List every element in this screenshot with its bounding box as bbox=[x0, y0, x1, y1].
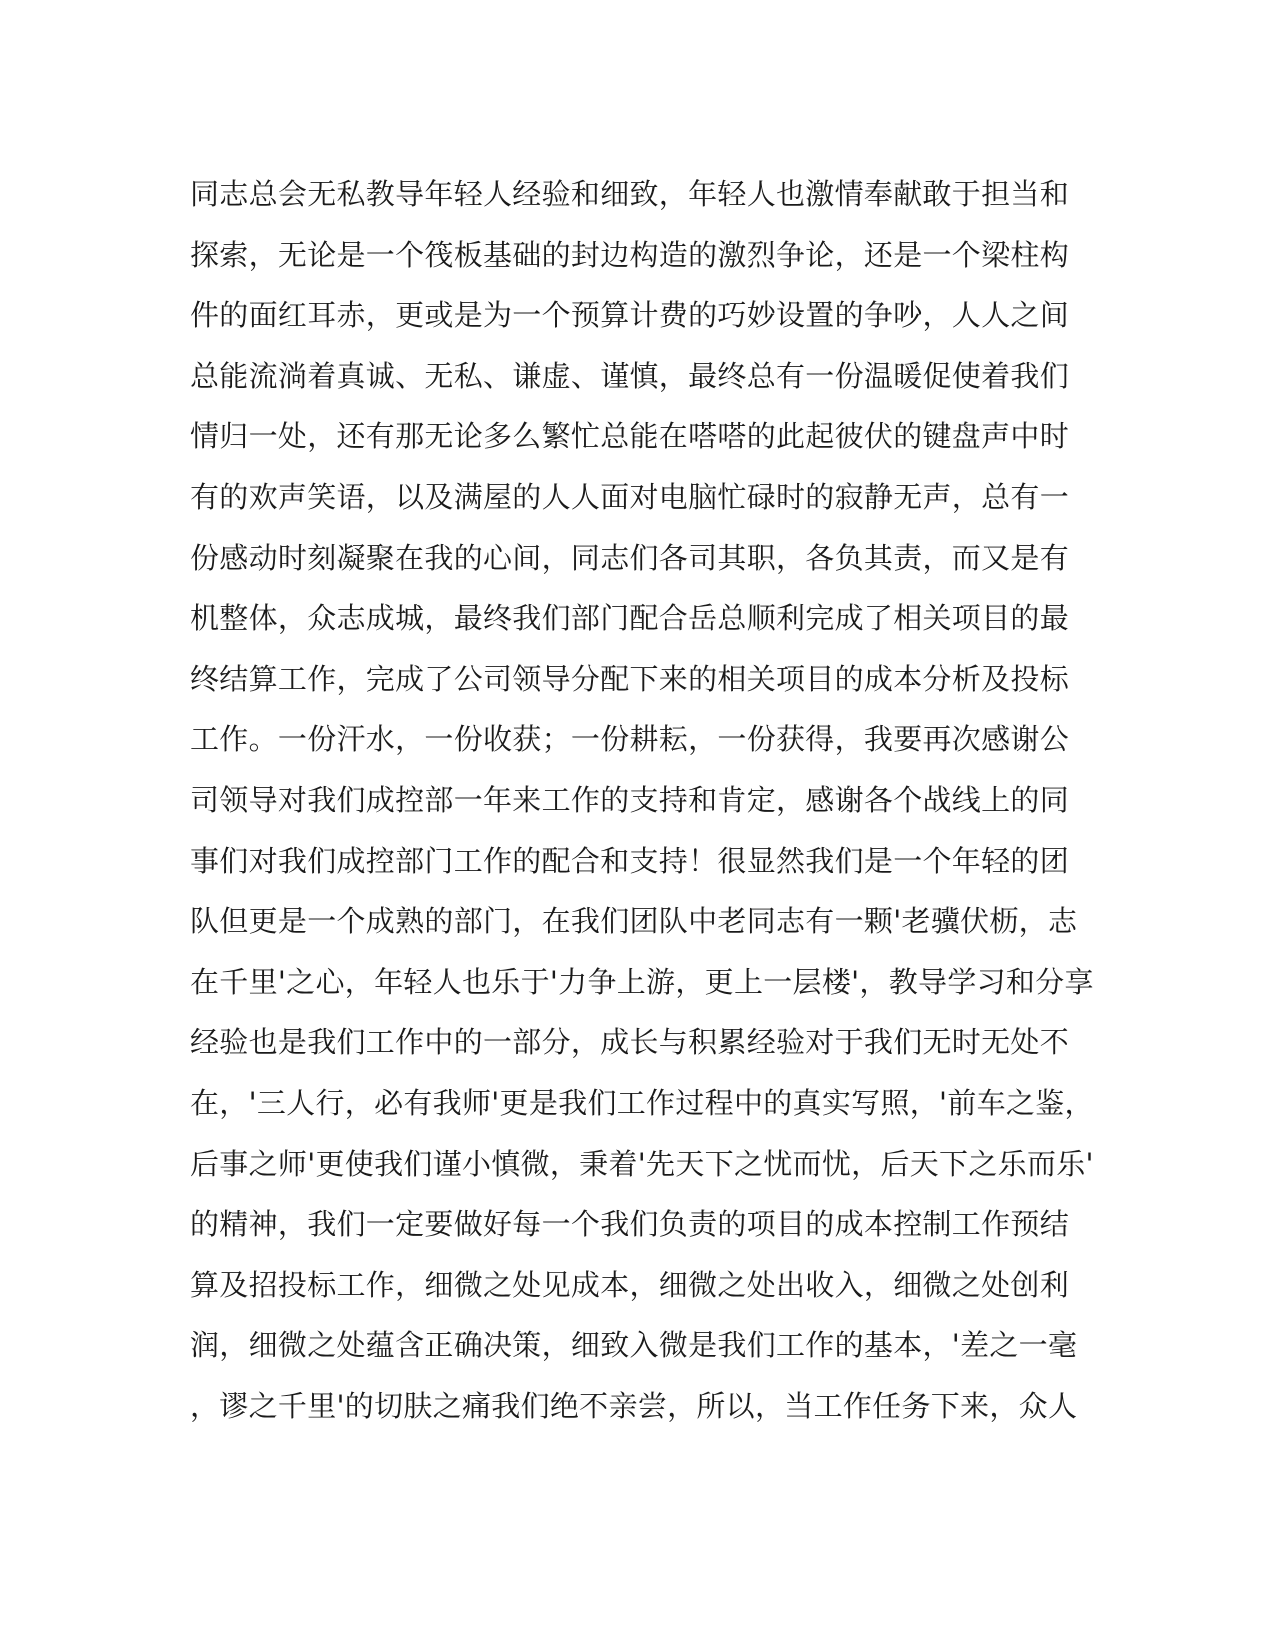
text-line-17: 后事之师'更使我们谨小慎微，秉着'先天下之忧而忧，后天下之乐而乐' bbox=[190, 1146, 1094, 1181]
text-line-4: 总能流淌着真诚、无私、谦虚、谨慎，最终总有一份温暖促使着我们 bbox=[190, 358, 1070, 393]
text-line-14: 在千里'之心，年轻人也乐于'力争上游，更上一层楼'，教导学习和分享 bbox=[190, 964, 1094, 999]
text-line-2: 探索，无论是一个筏板基础的封边构造的激烈争论，还是一个梁柱构 bbox=[190, 237, 1070, 272]
text-line-8: 机整体，众志成城，最终我们部门配合岳总顺利完成了相关项目的最 bbox=[190, 601, 1070, 636]
text-line-16: 在，'三人行，必有我师'更是我们工作过程中的真实写照，'前车之鉴， bbox=[190, 1085, 1094, 1120]
text-line-12: 事们对我们成控部门工作的配合和支持！很显然我们是一个年轻的团 bbox=[190, 843, 1070, 878]
text-line-13: 队但更是一个成熟的部门，在我们团队中老同志有一颗'老骥伏枥，志 bbox=[190, 904, 1078, 939]
text-line-18: 的精神，我们一定要做好每一个我们负责的项目的成本控制工作预结 bbox=[190, 1207, 1070, 1242]
text-line-7: 份感动时刻凝聚在我的心间，同志们各司其职，各负其责，而又是有 bbox=[190, 540, 1070, 575]
text-line-15: 经验也是我们工作中的一部分，成长与积累经验对于我们无时无处不 bbox=[190, 1025, 1070, 1060]
text-line-3: 件的面红耳赤，更或是为一个预算计费的巧妙设置的争吵，人人之间 bbox=[190, 298, 1070, 333]
text-line-1: 同志总会无私教导年轻人经验和细致，年轻人也激情奉献敢于担当和 bbox=[190, 177, 1070, 211]
body-paragraph bbox=[190, 164, 1094, 1436]
text-line-5: 情归一处，还有那无论多么繁忙总能在嗒嗒的此起彼伏的键盘声中时 bbox=[190, 419, 1070, 454]
text-line-20: 润，细微之处蕴含正确决策，细致入微是我们工作的基本，'差之一毫 bbox=[190, 1328, 1078, 1363]
text-line-10: 工作。一份汗水，一份收获；一份耕耘，一份获得，我要再次感谢公 bbox=[190, 722, 1070, 757]
text-line-19: 算及招投标工作，细微之处见成本，细微之处出收入，细微之处创利 bbox=[190, 1267, 1070, 1302]
text-line-11: 司领导对我们成控部一年来工作的支持和肯定，感谢各个战线上的同 bbox=[190, 782, 1070, 817]
text-line-9: 终结算工作，完成了公司领导分配下来的相关项目的成本分析及投标 bbox=[190, 661, 1070, 696]
text-line-6: 有的欢声笑语，以及满屋的人人面对电脑忙碌时的寂静无声，总有一 bbox=[190, 479, 1070, 514]
text-line-21: ，谬之千里'的切肤之痛我们绝不亲尝，所以，当工作任务下来，众人 bbox=[190, 1388, 1078, 1423]
